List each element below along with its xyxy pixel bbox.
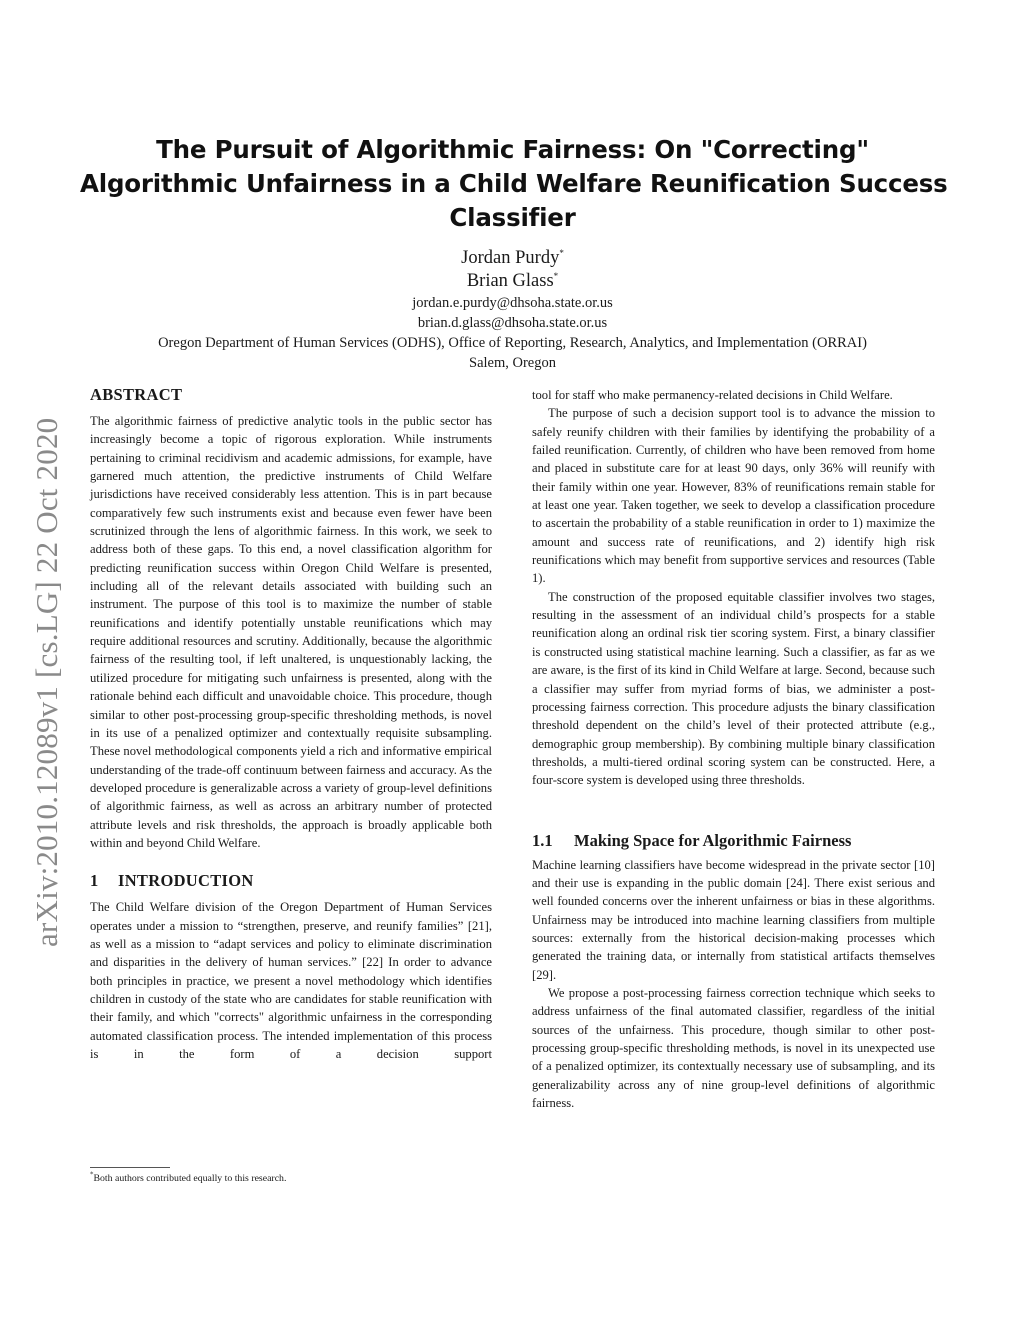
intro-paragraph-2: The purpose of such a decision support tool is to advance the mission to safely reunify children with their families by identifying the probability of a failed reunification. Currently, of children who have been removed from home and placed in substitute care for at least 90 days, only 36% will reunify with their family within one year. However, 83% of reunifications remain stable for at least one year. Taken together, we seek to develop a classification procedure to ascertain the probability of a stable reunification in order to 1) maximize the amount and success rate of reunifications, and 2) identify high risk reunifications which may benefit from supportive services and resources (Table 1). bbox=[532, 406, 935, 586]
abstract-text: The algorithmic fairness of predictive analytic tools in the public sector has increasingly become a topic of rigorous exploration. While instruments pertaining to criminal recidivism and academic admissions, for example, have garnered much attention, the predictive instruments of Child Welfare jurisdictions have received considerably less attention. This is in part because comparatively few such instruments exist and because even fewer have been scrutinized through the lens of algorithmic fairness. In this work, we seek to address both of these gaps. To this end, a novel classification algorithm for predicting reunification success within Oregon Child Welfare is presented, including all of the relevant details associated with building such an instrument. The purpose of this tool is to maximize the number of stable reunifications and identify potentially unstable reunifications which may require additional resources and scrutiny. Additionally, because the algorithmic fairness of the resulting tool, if left unaltered, is unquestionably lacking, the utilized procedure for mitigating such unfairness is presented, along with the rationale behind each difficult and unavoidable choice. This procedure, though similar to other post-processing group-specific thresholding methods, is novel in its use of a penalized optimizer and contextually requisite subsampling. These novel methodological components yield a rich and informative empirical understanding of the trade-off continuum between fairness and accuracy. As the developed procedure is generalizable across a variety of group-level definitions of algorithmic fairness, as well as across an arbitrary number of protected attribute levels and risk thresholds, the approach is broadly applicable both within and beyond Child Welfare. bbox=[90, 414, 492, 850]
left-column bbox=[90, 384, 492, 1063]
intro-paragraph-3: The construction of the proposed equitable classifier involves two stages, resulting in the assessment of an individual child’s prospects for a stable reunification along an ordinal risk tier scoring system. First, a binary classifier is constructed using statistical machine learning. Such a classifier, as far as we are aware, is the first of its kind in Child Welfare at large. Second, because such a classifier may suffer from myriad forms of bias, we administer a post-processing fairness correction. This procedure adjusts the binary classification threshold dependent on the child’s level of their protected attribute (e.g., demographic group membership). By combining multiple binary classification thresholds, a multi-tiered ordinal scoring system can be constructed. Here, a four-score system is developed using three thresholds. bbox=[532, 589, 935, 788]
title-line-3: Classifier bbox=[449, 203, 576, 232]
right-column bbox=[532, 386, 935, 1112]
intro-paragraph-1: The Child Welfare division of the Oregon Department of Human Services operates under a mission to “strengthen, preserve, and reunify families” [21], as well as a mission to “adapt services and policy to eliminate discrimination and disparities in the delivery of human services.” [22] In order to advance both principles in practice, we present a novel methodology which identifies children in custody of the state who are candidates for stable reunification with their family, and which "corrects" algorithmic unfairness in the corresponding automated classification process. The intended implementation of this process is in the form of a decision support bbox=[90, 900, 492, 1061]
section-heading-introduction: 1 INTRODUCTION bbox=[90, 871, 254, 891]
footnote-divider bbox=[90, 1167, 170, 1168]
title-line-2: Algorithmic Unfairness in a Child Welfare Reunification Success bbox=[80, 169, 948, 198]
intro-paragraph-1-continued: tool for staff who make permanency-related decisions in Child Welfare. bbox=[532, 388, 893, 402]
footnote: *Both authors contributed equally to this research. bbox=[90, 1170, 287, 1184]
subsection-paragraph-1: Machine learning classifiers have become widespread in the private sector [10] and their use is expanding in the public domain [24]. There exist serious and well founded concerns over the inherent unfairness or bias in these algorithms. Unfairness may be introduced into machine learning classifiers from multiple sources: externally from the historical decision-making processes which generated the training data, or internally from statistical artifacts themselves [29]. bbox=[532, 857, 935, 982]
affiliation: Oregon Department of Human Services (ODHS), Office of Reporting, Research, Analytics, and Implementation (ORRAI) bbox=[158, 335, 867, 351]
author-name: Brian Glass* bbox=[466, 270, 559, 291]
author-block bbox=[80, 247, 945, 373]
author-name: Jordan Purdy* bbox=[461, 247, 564, 268]
subsection-paragraph-2: We propose a post-processing fairness correction technique which seeks to address unfairness of the final automated classifier, regardless of the initial sources of the unfairness. This procedure, though similar to other post-processing group-specific thresholding methods, is novel in its unexpected use of a penalized optimizer, its contextually necessary use of subsampling, and its generalizability across any of nine group-level definitions of algorithmic fairness. bbox=[532, 985, 935, 1111]
location: Salem, Oregon bbox=[469, 355, 556, 371]
author-email[interactable]: brian.d.glass@dhsoha.state.or.us bbox=[417, 315, 608, 331]
arxiv-identifier: arXiv:2010.12089v1 [cs.LG] 22 Oct 2020 bbox=[29, 417, 64, 947]
author-email[interactable]: jordan.e.purdy@dhsoha.state.or.us bbox=[412, 295, 613, 311]
title-line-1: The Pursuit of Algorithmic Fairness: On "Correcting" bbox=[156, 135, 869, 164]
abstract-heading: ABSTRACT bbox=[90, 385, 183, 404]
paper-title bbox=[80, 133, 948, 235]
subsection-heading: 1.1 Making Space for Algorithmic Fairness bbox=[532, 830, 852, 850]
